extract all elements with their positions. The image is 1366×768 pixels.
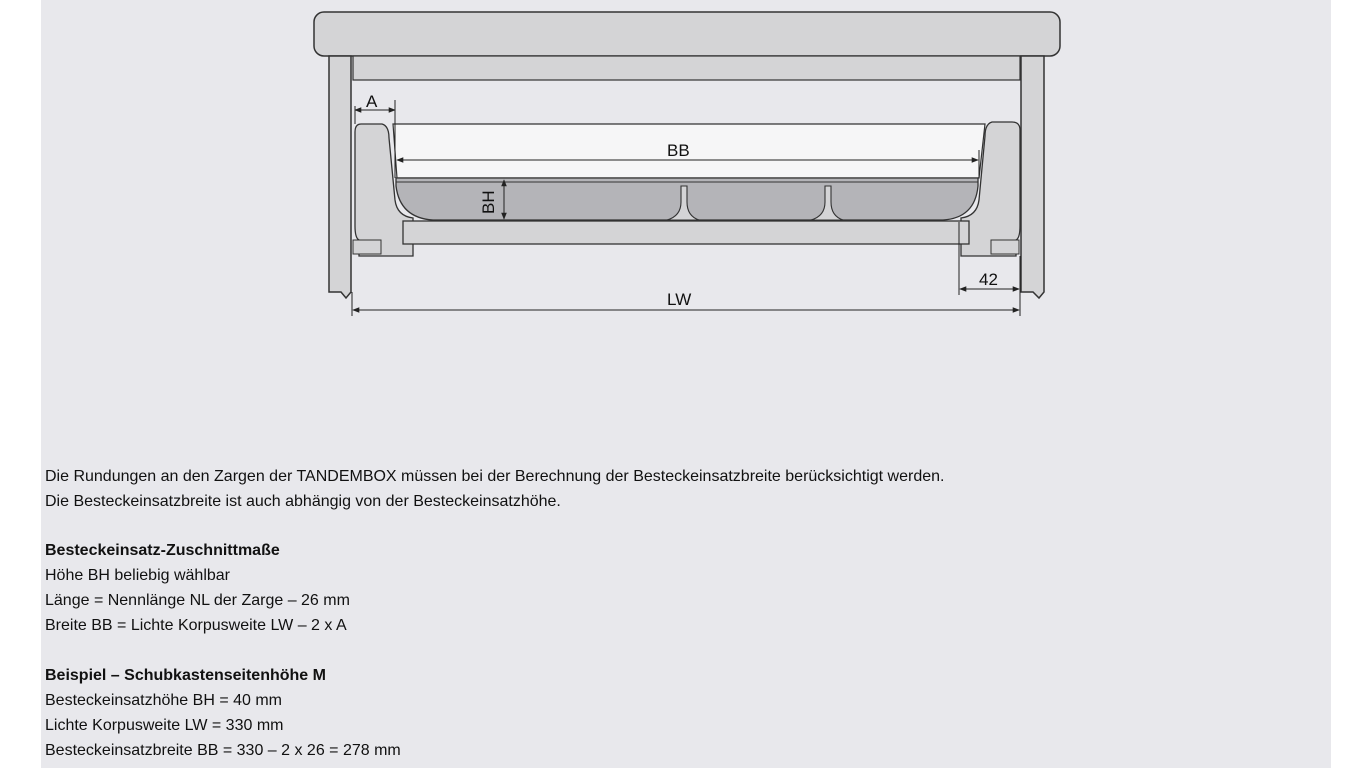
intro-paragraph [45, 464, 944, 514]
drawer-bottom [403, 221, 969, 244]
left-runner [353, 240, 381, 254]
example-line: Besteckeinsatzbreite BB = 330 – 2 x 26 = 278 mm [45, 742, 401, 759]
cut-dimensions-line: Länge = Nennlänge NL der Zarge – 26 mm [45, 592, 350, 609]
dim-bb-label: BB [667, 141, 690, 160]
left-cabinet-side [329, 56, 351, 298]
dim-bh-label: BH [479, 190, 498, 214]
right-cabinet-side [1021, 56, 1044, 298]
intro-line-1: Die Rundungen an den Zargen der TANDEMBOX müssen bei der Berechnung der Besteckeinsatzbreite berücksichtigt werden. [45, 468, 945, 485]
right-runner [991, 240, 1019, 254]
intro-line-2: Die Besteckeinsatzbreite ist auch abhängig von der Besteckeinsatzhöhe. [45, 493, 561, 510]
dim-42-label: 42 [979, 270, 998, 289]
drawer-cross-section-diagram [41, 0, 1331, 330]
example-line: Lichte Korpusweite LW = 330 mm [45, 717, 284, 734]
top-rail [353, 56, 1020, 80]
cut-dimensions-line: Höhe BH beliebig wählbar [45, 567, 230, 584]
top-panel [314, 12, 1060, 56]
document-page [41, 0, 1331, 768]
example-line: Besteckeinsatzhöhe BH = 40 mm [45, 692, 283, 709]
dim-lw-label: LW [667, 290, 692, 309]
example-section [45, 663, 401, 763]
example-heading: Beispiel – Schubkastenseitenhöhe M [45, 667, 326, 684]
dim-a-label: A [366, 92, 378, 111]
cut-dimensions-line: Breite BB = Lichte Korpusweite LW – 2 x A [45, 617, 347, 634]
cut-dimensions-heading: Besteckeinsatz-Zuschnittmaße [45, 542, 280, 559]
cut-dimensions-section [45, 538, 350, 638]
